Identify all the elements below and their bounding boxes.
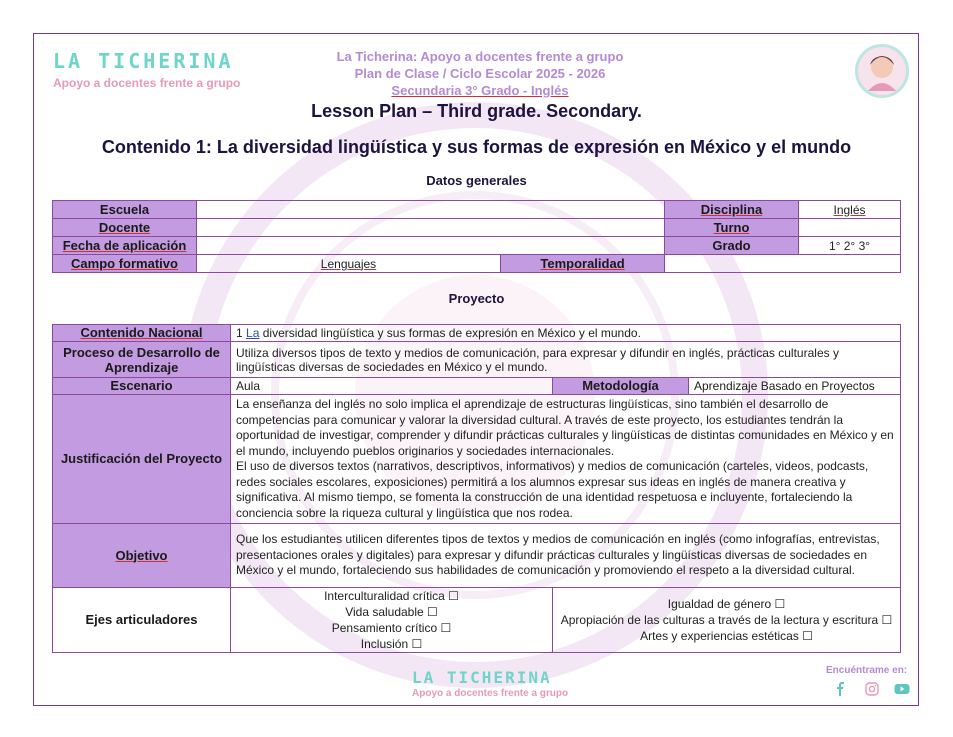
- eje-igualdad-genero-checkbox[interactable]: Igualdad de género ☐: [667, 597, 786, 611]
- logo-subtitle: Apoyo a docentes frente a grupo: [53, 76, 241, 90]
- eje-pensamiento-critico-checkbox[interactable]: Pensamiento crítico ☐: [331, 621, 452, 635]
- ejes-label: Ejes articuladores: [53, 588, 231, 653]
- eje-interculturalidad-checkbox[interactable]: Interculturalidad crítica ☐: [324, 589, 459, 603]
- justificacion-label: Justificación del Proyecto: [53, 395, 231, 524]
- contenido-label: Contenido Nacional: [53, 325, 231, 342]
- metodologia-label: Metodología: [553, 378, 689, 395]
- docente-field[interactable]: [197, 219, 665, 237]
- justificacion-value: [231, 395, 901, 524]
- eje-artes-checkbox[interactable]: Artes y experiencias estéticas ☐: [640, 629, 813, 643]
- facebook-icon[interactable]: [833, 682, 849, 698]
- disciplina-value: Inglés: [799, 201, 901, 219]
- ejes-right-list: [553, 588, 901, 653]
- fecha-field[interactable]: [197, 237, 665, 255]
- turno-label: Turno: [665, 219, 799, 237]
- temporalidad-label: Temporalidad: [501, 255, 665, 273]
- youtube-icon[interactable]: [894, 682, 910, 698]
- header-line-2: Plan de Clase / Ciclo Escolar 2025 - 2026: [354, 66, 606, 81]
- escenario-label: Escenario: [53, 378, 231, 395]
- escuela-label: Escuela: [53, 201, 197, 219]
- objetivo-label: Objetivo: [53, 524, 231, 588]
- grado-value: 1° 2° 3°: [799, 237, 901, 255]
- docente-label: Docente: [53, 219, 197, 237]
- metodologia-value: Aprendizaje Basado en Proyectos: [689, 378, 901, 395]
- campo-label: Campo formativo: [53, 255, 197, 273]
- turno-field[interactable]: [799, 219, 901, 237]
- project-heading: Proyecto: [448, 291, 505, 306]
- escuela-field[interactable]: [197, 201, 665, 219]
- instagram-icon[interactable]: [864, 682, 880, 698]
- header-line-1: La Ticherina: Apoyo a docentes frente a grupo: [336, 49, 624, 64]
- footer-logo-subtitle: Apoyo a docentes frente a grupo: [412, 688, 569, 699]
- content-title: Contenido 1: La diversidad lingüística y sus formas de expresión en México y el mundo: [101, 137, 852, 157]
- temporalidad-field[interactable]: [665, 255, 901, 273]
- escenario-value: Aula: [231, 378, 553, 395]
- find-me-label: Encuéntrame en:: [826, 665, 908, 676]
- eje-inclusion-checkbox[interactable]: Inclusión ☐: [360, 637, 423, 651]
- footer-logo: LA TICHERINA: [412, 668, 552, 687]
- fecha-label: Fecha de aplicación: [53, 237, 197, 255]
- lesson-title: Lesson Plan – Third grade. Secondary.: [311, 101, 642, 121]
- pda-label: Proceso de Desarrollo de Aprendizaje: [53, 342, 231, 378]
- header-line-3: Secundaria 3° Grado - Inglés: [391, 83, 569, 98]
- logo: LA TICHERINA: [53, 49, 234, 73]
- general-data-table: [52, 200, 901, 273]
- justificacion-paragraph-1: La enseñanza del inglés no solo implica el aprendizaje de estructuras lingüísticas, sino también el desarrollo de competencias para comunicar y valorar la diversidad cultural. A través de este proyecto, los estudiantes tendrán la oportunidad de investigar, comprender y difundir prácticas culturales y lingüísticas de distintas comunidades en México y en el mundo, incluyendo pueblos originarios y sociedades internacionales.: [236, 397, 894, 458]
- grado-label: Grado: [665, 237, 799, 255]
- ejes-left-list: [231, 588, 553, 653]
- eje-vida-saludable-checkbox[interactable]: Vida saludable ☐: [345, 605, 438, 619]
- disciplina-label: Disciplina: [665, 201, 799, 219]
- avatar-icon: [855, 44, 909, 98]
- campo-value: Lenguajes: [320, 256, 377, 271]
- contenido-value: 1 La diversidad lingüística y sus formas de expresión en México y el mundo.: [231, 325, 901, 342]
- justificacion-paragraph-2: El uso de diversos textos (narrativos, descriptivos, informativos) y medios de comunicación (carteles, videos, podcasts, redes sociales escolares, exposiciones) permitirá a los alumnos expresar sus ideas en inglés de manera creativa y significativa. Al mismo tiempo, se fomenta la construcción de una identidad respetuosa e incluyente, fortaleciendo la conciencia sobre la riqueza cultural y lingüística que nos rodea.: [236, 459, 869, 520]
- objetivo-value: Que los estudiantes utilicen diferentes tipos de textos y medios de comunicación en inglés (como infografías, entrevistas, presentaciones orales y digitales) para expresar y difundir prácticas culturales y lingüísticas diversas de sociedades en México y el mundo, fortaleciendo sus habilidades de comunicación y promoviendo el respeto a la diversidad cultural.: [231, 524, 901, 588]
- general-data-heading: Datos generales: [426, 173, 527, 188]
- eje-apropiacion-culturas-checkbox[interactable]: Apropiación de las culturas a través de la lectura y escritura ☐: [560, 613, 893, 627]
- pda-value: Utiliza diversos tipos de texto y medios de comunicación, para expresar y difundir en inglés, prácticas culturales y lingüísticas diversas de sociedades en México y el mundo.: [231, 342, 901, 378]
- project-table: [52, 324, 901, 653]
